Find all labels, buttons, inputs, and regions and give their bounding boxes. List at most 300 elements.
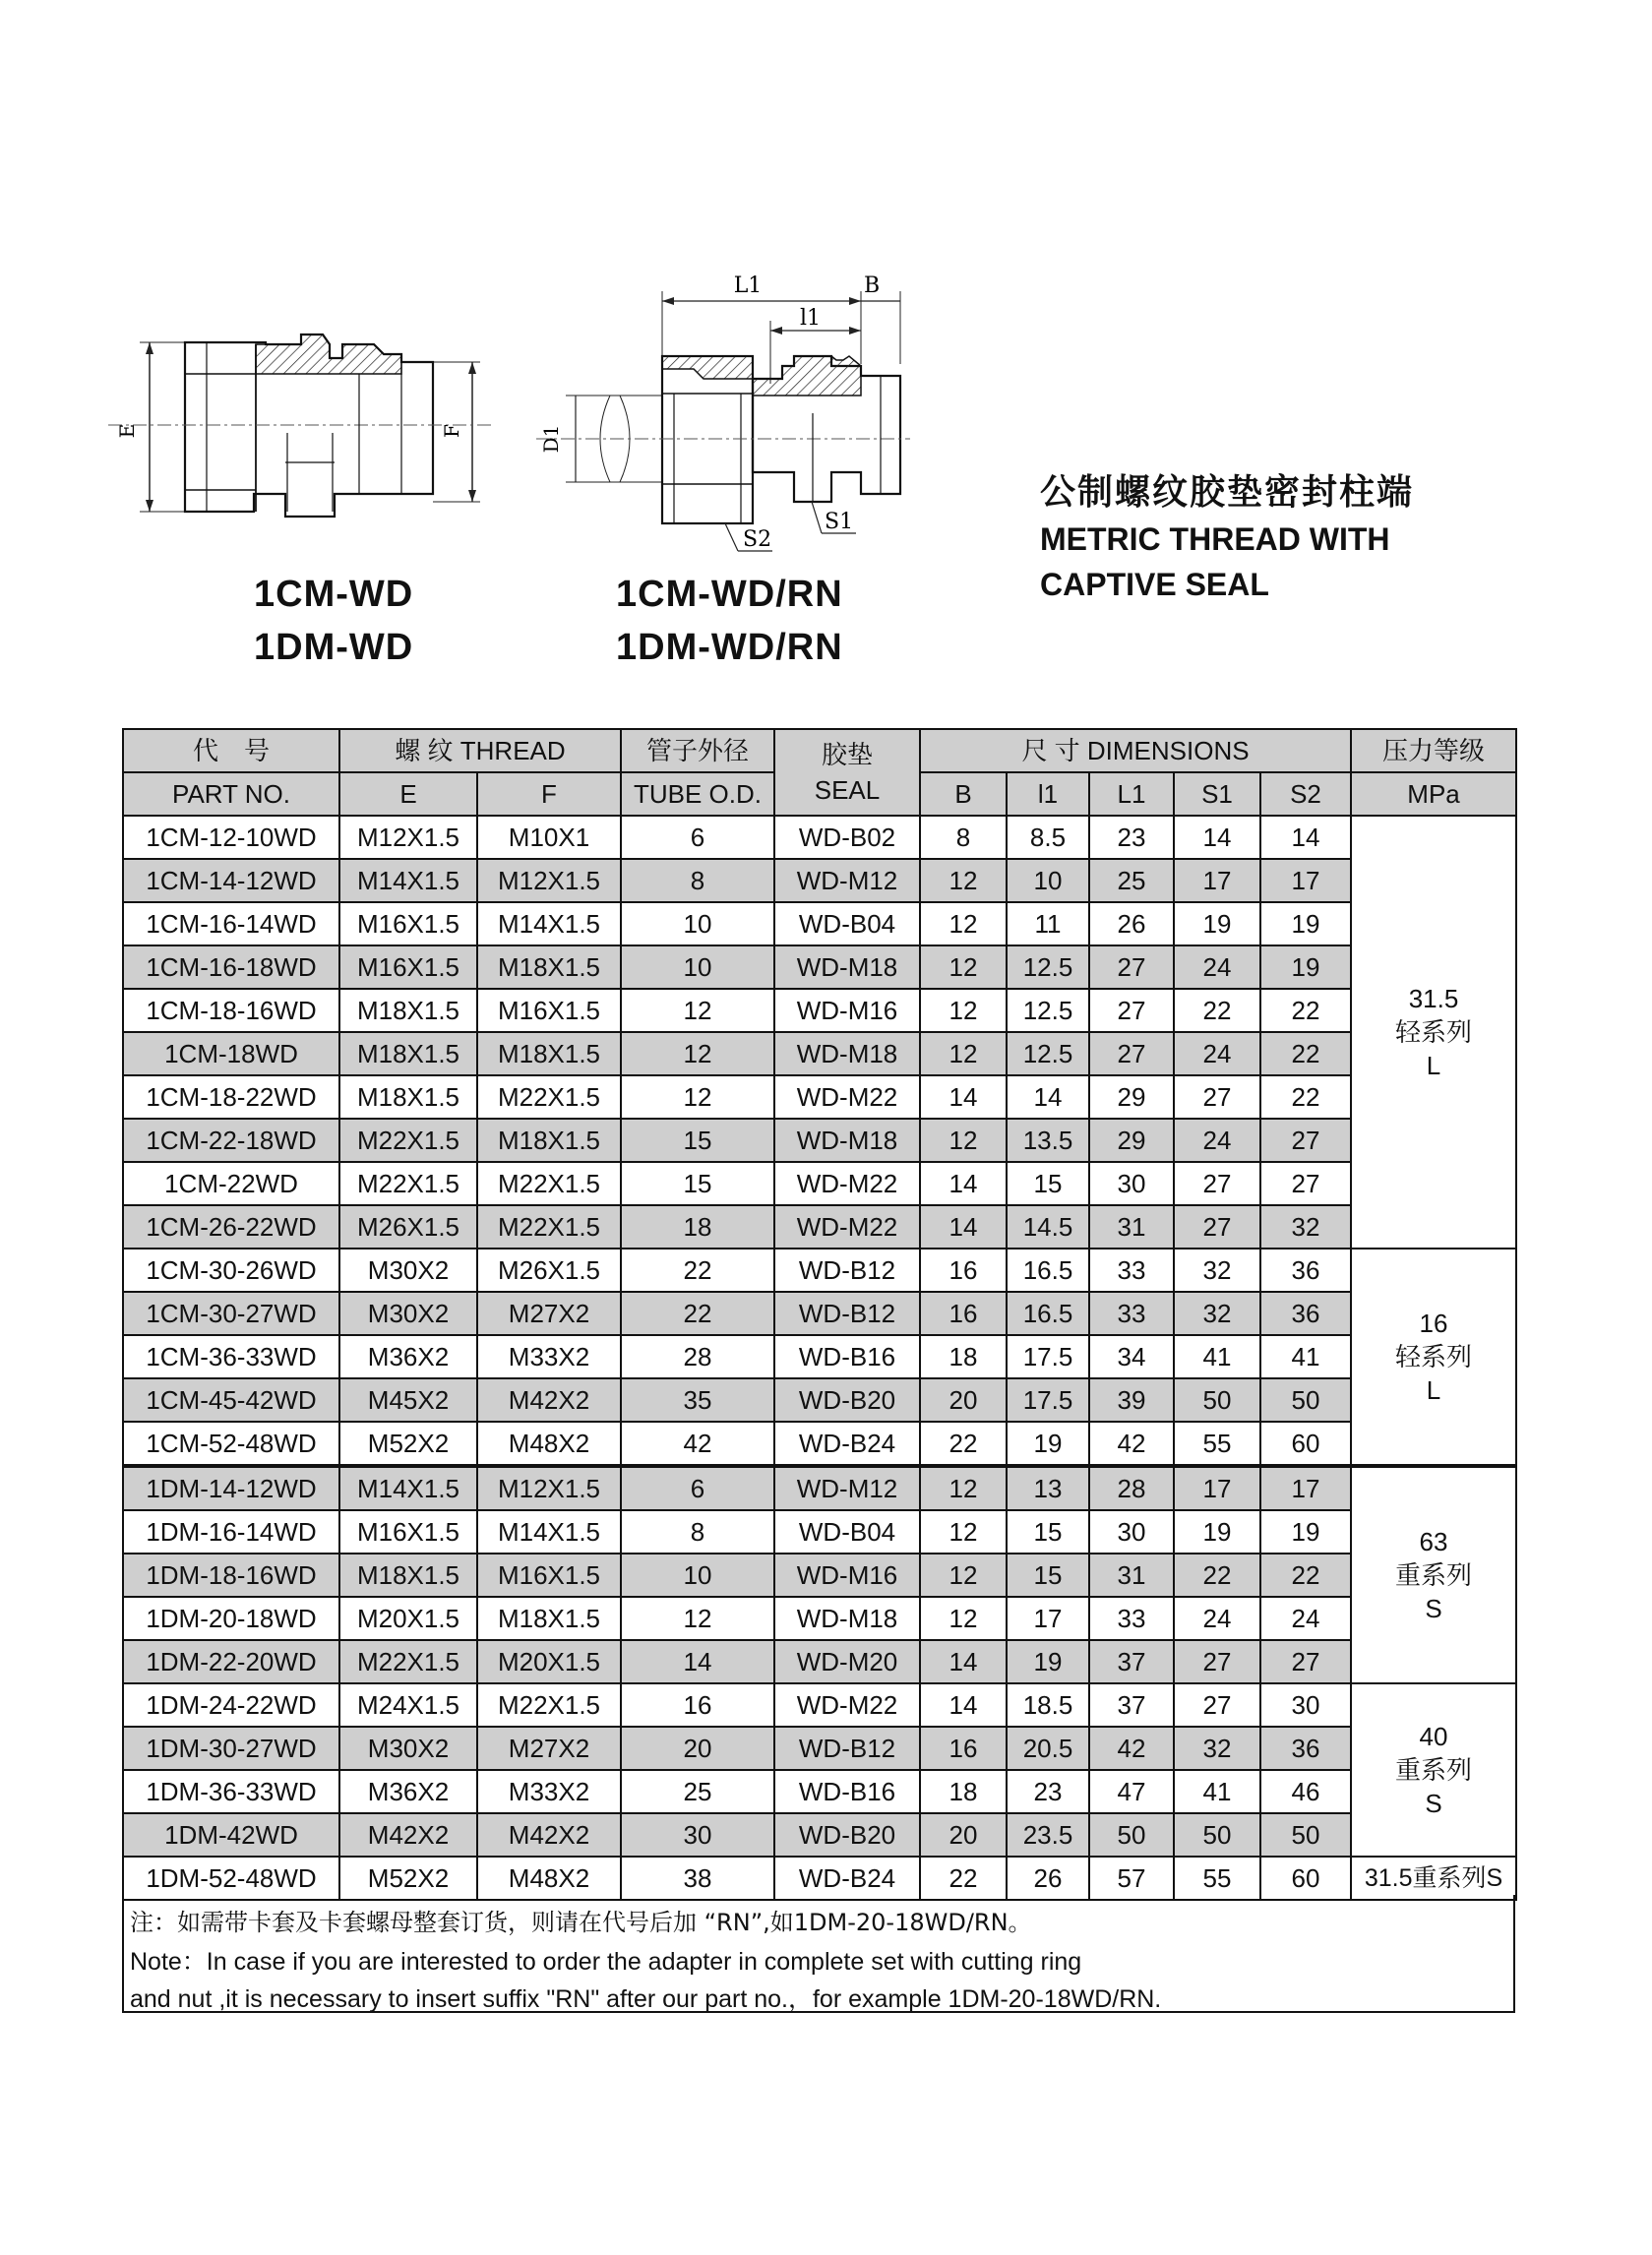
pressure-group [1351,1249,1516,1466]
table-row [123,1292,1516,1335]
table-cell: WD-M22 [774,1683,920,1727]
table-cell: M14X1.5 [477,1510,621,1554]
table-cell: 33 [1089,1292,1174,1335]
title-en [1040,517,1390,607]
table-cell: 12 [621,1032,774,1075]
table-cell: 14.5 [1007,1205,1089,1249]
pressure-group [1351,1466,1516,1683]
table-cell: 22 [1260,1032,1351,1075]
table-cell: 24 [1174,1597,1260,1640]
table-cell: 36 [1260,1727,1351,1770]
table-row [123,1813,1516,1857]
table-cell: 14 [1260,816,1351,859]
table-cell: 60 [1260,1857,1351,1900]
table-cell: 27 [1089,989,1174,1032]
table-cell: WD-B04 [774,1510,920,1554]
table-cell: 41 [1260,1335,1351,1378]
table-cell: M22X1.5 [477,1205,621,1249]
table-cell: WD-B12 [774,1249,920,1292]
table-cell: 16 [920,1249,1007,1292]
table-cell: WD-B16 [774,1335,920,1378]
table-cell: 30 [1089,1510,1174,1554]
table-cell: 16.5 [1007,1292,1089,1335]
table-cell: 55 [1174,1422,1260,1466]
table-cell: WD-M22 [774,1205,920,1249]
table-cell: M22X1.5 [477,1075,621,1119]
table-cell: 24 [1260,1597,1351,1640]
table-cell: 36 [1260,1292,1351,1335]
table-cell: 14 [1007,1075,1089,1119]
table-cell: 1CM-30-27WD [123,1292,339,1335]
table-cell: 1CM-26-22WD [123,1205,339,1249]
table-cell: WD-M12 [774,1466,920,1510]
table-cell: 22 [1260,989,1351,1032]
right-dim-l1-label: L1 [733,274,763,298]
table-cell: M14X1.5 [477,902,621,945]
table-cell: 15 [621,1119,774,1162]
table-cell: 1DM-14-12WD [123,1466,339,1510]
table-cell: 31 [1089,1205,1174,1249]
table-cell: WD-M20 [774,1640,920,1683]
table-cell: 12.5 [1007,1032,1089,1075]
table-cell: 8.5 [1007,816,1089,859]
table-cell: WD-M12 [774,859,920,902]
pressure-code: S [1425,1594,1442,1623]
table-cell: 22 [1174,1554,1260,1597]
note-box [122,1895,1515,2013]
table-cell: 1CM-36-33WD [123,1335,339,1378]
table-cell: 1DM-36-33WD [123,1770,339,1813]
right-dim-s2-label: S2 [743,527,772,552]
table-row [123,1162,1516,1205]
table-cell: 12 [920,859,1007,902]
table-cell: 20.5 [1007,1727,1089,1770]
left-fitting-drawing [108,315,492,531]
pressure-series: 轻系列 [1395,1342,1473,1371]
table-cell: M24X1.5 [339,1683,477,1727]
table-cell: M14X1.5 [339,859,477,902]
table-cell: 27 [1174,1683,1260,1727]
table-cell: 42 [621,1422,774,1466]
table-cell: 29 [1089,1075,1174,1119]
table-cell: 1DM-52-48WD [123,1857,339,1900]
table-cell: 42 [1089,1727,1174,1770]
table-cell: 12 [920,945,1007,989]
table-cell: M22X1.5 [339,1640,477,1683]
table-cell: M27X2 [477,1727,621,1770]
table-cell: M18X1.5 [339,989,477,1032]
table-cell: M30X2 [339,1292,477,1335]
pressure-group [1351,816,1516,1249]
table-cell: 27 [1174,1162,1260,1205]
table-cell: M16X1.5 [339,902,477,945]
table-cell: 30 [621,1813,774,1857]
table-cell: M16X1.5 [339,1510,477,1554]
pressure-series: 轻系列 [1395,1017,1473,1047]
table-cell: 32 [1260,1205,1351,1249]
table-cell: M42X2 [477,1378,621,1422]
table-cell: 16 [621,1683,774,1727]
table-cell: 12.5 [1007,989,1089,1032]
table-cell: 14 [920,1162,1007,1205]
table-cell: M30X2 [339,1727,477,1770]
model-left-2: 1DM-WD [254,627,414,668]
table-cell: 13 [1007,1466,1089,1510]
table-cell: 19 [1007,1640,1089,1683]
table-cell: WD-M22 [774,1162,920,1205]
right-dim-b-label: B [864,274,881,298]
table-cell: M27X2 [477,1292,621,1335]
table-cell: M22X1.5 [339,1162,477,1205]
table-cell: 32 [1174,1727,1260,1770]
table-cell: 10 [621,945,774,989]
table-cell: 12.5 [1007,945,1089,989]
table-cell: M52X2 [339,1422,477,1466]
title-en-line2: CAPTIVE SEAL [1040,567,1269,602]
table-cell: WD-B24 [774,1857,920,1900]
table-row [123,1727,1516,1770]
hdr-thread: 螺 纹 THREAD [339,729,621,772]
pressure-series: 重系列 [1395,1755,1473,1785]
table-cell: M16X1.5 [339,945,477,989]
table-cell: 22 [920,1422,1007,1466]
table-cell: 28 [1089,1466,1174,1510]
table-row [123,859,1516,902]
pressure-code: L [1426,1375,1441,1405]
pressure-series: 重系列 [1395,1560,1473,1590]
hdr-s2: S2 [1260,772,1351,816]
pressure-value: 16 [1419,1309,1448,1338]
table-cell: 57 [1089,1857,1174,1900]
table-row [123,902,1516,945]
table-cell: M22X1.5 [477,1162,621,1205]
table-cell: 14 [920,1205,1007,1249]
table-cell: 12 [920,1119,1007,1162]
table-cell: WD-M18 [774,1119,920,1162]
table-cell: 20 [621,1727,774,1770]
model-left-1: 1CM-WD [254,574,414,615]
table-cell: 27 [1089,945,1174,989]
table-cell: M12X1.5 [477,1466,621,1510]
table-cell: 25 [621,1770,774,1813]
table-cell: M18X1.5 [339,1075,477,1119]
table-cell: 19 [1260,945,1351,989]
table-cell: 12 [920,1510,1007,1554]
table-cell: M18X1.5 [339,1554,477,1597]
table-cell: 42 [1089,1422,1174,1466]
table-cell: 23.5 [1007,1813,1089,1857]
right-fitting-drawing [536,266,910,561]
table-cell: 1CM-18-22WD [123,1075,339,1119]
table-cell: M18X1.5 [339,1032,477,1075]
table-cell: 22 [920,1857,1007,1900]
hdr-s1: S1 [1174,772,1260,816]
table-row [123,1335,1516,1378]
note-cn: 注：如需带卡套及卡套螺母整套订货，则请在代号后加 “RN”,如1DM-20-18WD/RN。 [130,1909,1032,1936]
table-cell: 1CM-45-42WD [123,1378,339,1422]
table-cell: M26X1.5 [339,1205,477,1249]
table-cell: 1CM-16-14WD [123,902,339,945]
table-cell: M30X2 [339,1249,477,1292]
table-cell: 25 [1089,859,1174,902]
table-cell: 17 [1174,859,1260,902]
table-cell: 6 [621,816,774,859]
table-cell: 1CM-22WD [123,1162,339,1205]
left-dim-e-label: E [115,423,139,439]
hdr-seal-en: SEAL [814,775,881,805]
table-row [123,1032,1516,1075]
table-cell: M14X1.5 [339,1466,477,1510]
table-cell: 34 [1089,1335,1174,1378]
table-cell: 1CM-12-10WD [123,816,339,859]
table-cell: M20X1.5 [477,1640,621,1683]
table-cell: 19 [1260,902,1351,945]
table-cell: 50 [1089,1813,1174,1857]
table-cell: 1DM-30-27WD [123,1727,339,1770]
hdr-part-cn: 代 号 [123,729,339,772]
table-cell: 17.5 [1007,1378,1089,1422]
table-row [123,1075,1516,1119]
table-cell: 1DM-20-18WD [123,1597,339,1640]
note-en-line2: and nut ,it is necessary to insert suffix "RN" after our part no.，for example 1DM-20-18WD/RN. [130,1985,1162,2013]
table-cell: WD-B20 [774,1813,920,1857]
hdr-l1: L1 [1089,772,1174,816]
table-row [123,1510,1516,1554]
pressure-group [1351,1857,1516,1900]
table-cell: 31 [1089,1554,1174,1597]
table-cell: WD-M18 [774,1032,920,1075]
table-row [123,816,1516,859]
table-cell: WD-B24 [774,1422,920,1466]
table-cell: 26 [1007,1857,1089,1900]
table-cell: 28 [621,1335,774,1378]
table-row [123,1683,1516,1727]
table-cell: 19 [1174,902,1260,945]
table-row [123,1119,1516,1162]
table-row [123,945,1516,989]
table-cell: 24 [1174,1032,1260,1075]
table-cell: 33 [1089,1597,1174,1640]
table-cell: 22 [621,1292,774,1335]
table-cell: 23 [1089,816,1174,859]
table-cell: 10 [621,902,774,945]
table-cell: 19 [1174,1510,1260,1554]
hdr-tube-en: TUBE O.D. [621,772,774,816]
table-row [123,1205,1516,1249]
table-cell: 1CM-18-16WD [123,989,339,1032]
table-cell: 12 [920,902,1007,945]
table-cell: 1CM-14-12WD [123,859,339,902]
table-row [123,1770,1516,1813]
table-cell: 30 [1260,1683,1351,1727]
table-cell: 16.5 [1007,1249,1089,1292]
table-cell: 1CM-22-18WD [123,1119,339,1162]
hdr-b: B [920,772,1007,816]
table-cell: 27 [1260,1640,1351,1683]
table-cell: WD-M18 [774,1597,920,1640]
table-cell: 19 [1260,1510,1351,1554]
table-cell: 18 [621,1205,774,1249]
table-cell: 19 [1007,1422,1089,1466]
hdr-dims: 尺 寸 DIMENSIONS [920,729,1351,772]
hdr-thread-f: F [477,772,621,816]
table-cell: 1CM-52-48WD [123,1422,339,1466]
left-dim-f-label: F [440,424,463,438]
table-cell: 20 [920,1813,1007,1857]
table-cell: 1DM-16-14WD [123,1510,339,1554]
table-row [123,989,1516,1032]
table-cell: 50 [1174,1378,1260,1422]
table-row [123,1466,1516,1510]
table-row [123,1857,1516,1900]
table-cell: M18X1.5 [477,1119,621,1162]
table-cell: WD-B12 [774,1727,920,1770]
table-cell: 17.5 [1007,1335,1089,1378]
table-cell: 27 [1174,1075,1260,1119]
table-row [123,1422,1516,1466]
table-cell: 17 [1174,1466,1260,1510]
table-cell: 38 [621,1857,774,1900]
table-cell: WD-B02 [774,816,920,859]
table-cell: 18 [920,1770,1007,1813]
table-row [123,1249,1516,1292]
table-cell: 22 [1174,989,1260,1032]
table-cell: 8 [621,859,774,902]
table-cell: 12 [621,1597,774,1640]
table-cell: 50 [1260,1378,1351,1422]
table-cell: 8 [621,1510,774,1554]
table-cell: 15 [1007,1162,1089,1205]
hdr-thread-e: E [339,772,477,816]
table-cell: 60 [1260,1422,1351,1466]
hdr-part-en: PART NO. [123,772,339,816]
table-cell: M12X1.5 [477,859,621,902]
table-cell: WD-B12 [774,1292,920,1335]
table-cell: 12 [621,989,774,1032]
table-cell: 14 [920,1640,1007,1683]
table-cell: 35 [621,1378,774,1422]
table-cell: 24 [1174,945,1260,989]
title-en-line1: METRIC THREAD WITH [1040,521,1390,557]
title-cn: 公制螺纹胶垫密封柱端 [1040,472,1415,513]
table-cell: 55 [1174,1857,1260,1900]
table-cell: 12 [920,1032,1007,1075]
table-cell: 50 [1260,1813,1351,1857]
table-cell: 10 [1007,859,1089,902]
table-cell: M18X1.5 [477,1597,621,1640]
pressure-group [1351,1683,1516,1857]
hdr-seal [774,729,920,816]
table-row [123,1597,1516,1640]
table-cell: 20 [920,1378,1007,1422]
table-row [123,1640,1516,1683]
pressure-code: S [1425,1789,1442,1818]
table-cell: WD-M18 [774,945,920,989]
table-cell: 22 [1260,1554,1351,1597]
table-cell: 41 [1174,1770,1260,1813]
pressure-value: 31.5 [1408,984,1459,1013]
table-cell: 33 [1089,1249,1174,1292]
table-cell: 46 [1260,1770,1351,1813]
table-cell: 39 [1089,1378,1174,1422]
table-cell: 18.5 [1007,1683,1089,1727]
table-cell: 1CM-16-18WD [123,945,339,989]
table-cell: 27 [1260,1162,1351,1205]
table-cell: 22 [1260,1075,1351,1119]
table-cell: 14 [920,1683,1007,1727]
table-cell: 13.5 [1007,1119,1089,1162]
table-cell: 1CM-30-26WD [123,1249,339,1292]
table-cell: WD-M16 [774,1554,920,1597]
table-cell: 12 [920,1597,1007,1640]
table-cell: 1DM-18-16WD [123,1554,339,1597]
table-cell: 8 [920,816,1007,859]
table-cell: 12 [920,989,1007,1032]
table-cell: 17 [1260,859,1351,902]
spec-table [122,728,1517,1901]
table-cell: M22X1.5 [477,1683,621,1727]
table-cell: 14 [1174,816,1260,859]
table-cell: M33X2 [477,1335,621,1378]
table-cell: M33X2 [477,1770,621,1813]
table-cell: WD-M16 [774,989,920,1032]
table-cell: M12X1.5 [339,816,477,859]
table-cell: 1DM-42WD [123,1813,339,1857]
table-cell: M45X2 [339,1378,477,1422]
table-cell: 27 [1174,1640,1260,1683]
note-en-line1: Note：In case if you are interested to order the adapter in complete set with cutting ring [130,1948,1082,1976]
table-cell: 15 [621,1162,774,1205]
table-cell: 16 [920,1292,1007,1335]
table-cell: 27 [1260,1119,1351,1162]
table-cell: M52X2 [339,1857,477,1900]
table-cell: 27 [1089,1032,1174,1075]
pressure-value: 40 [1419,1722,1448,1751]
hdr-i1: l1 [1007,772,1089,816]
table-cell: 6 [621,1466,774,1510]
table-cell: 14 [621,1640,774,1683]
hdr-seal-cn: 胶垫 [821,740,873,769]
table-cell: M42X2 [339,1813,477,1857]
table-cell: 50 [1174,1813,1260,1857]
pressure-value: 31.5重系列S [1364,1864,1503,1892]
table-cell: M16X1.5 [477,1554,621,1597]
table-cell: M26X1.5 [477,1249,621,1292]
table-cell: 18 [920,1335,1007,1378]
table-cell: M48X2 [477,1857,621,1900]
table-cell: 36 [1260,1249,1351,1292]
table-cell: 23 [1007,1770,1089,1813]
table-cell: M36X2 [339,1335,477,1378]
table-cell: M36X2 [339,1770,477,1813]
table-cell: M16X1.5 [477,989,621,1032]
table-cell: 17 [1007,1597,1089,1640]
hdr-pressure-cn: 压力等级 [1351,729,1516,772]
table-cell: 12 [621,1075,774,1119]
hdr-tube-cn: 管子外径 [621,729,774,772]
table-cell: 17 [1260,1466,1351,1510]
table-cell: 41 [1174,1335,1260,1378]
table-cell: 32 [1174,1292,1260,1335]
model-right-2: 1DM-WD/RN [616,627,843,668]
table-cell: 12 [920,1466,1007,1510]
right-dim-s1-label: S1 [825,510,854,534]
table-cell: 37 [1089,1683,1174,1727]
table-cell: 1DM-24-22WD [123,1683,339,1727]
table-cell: 15 [1007,1554,1089,1597]
table-cell: 10 [621,1554,774,1597]
table-cell: WD-B20 [774,1378,920,1422]
